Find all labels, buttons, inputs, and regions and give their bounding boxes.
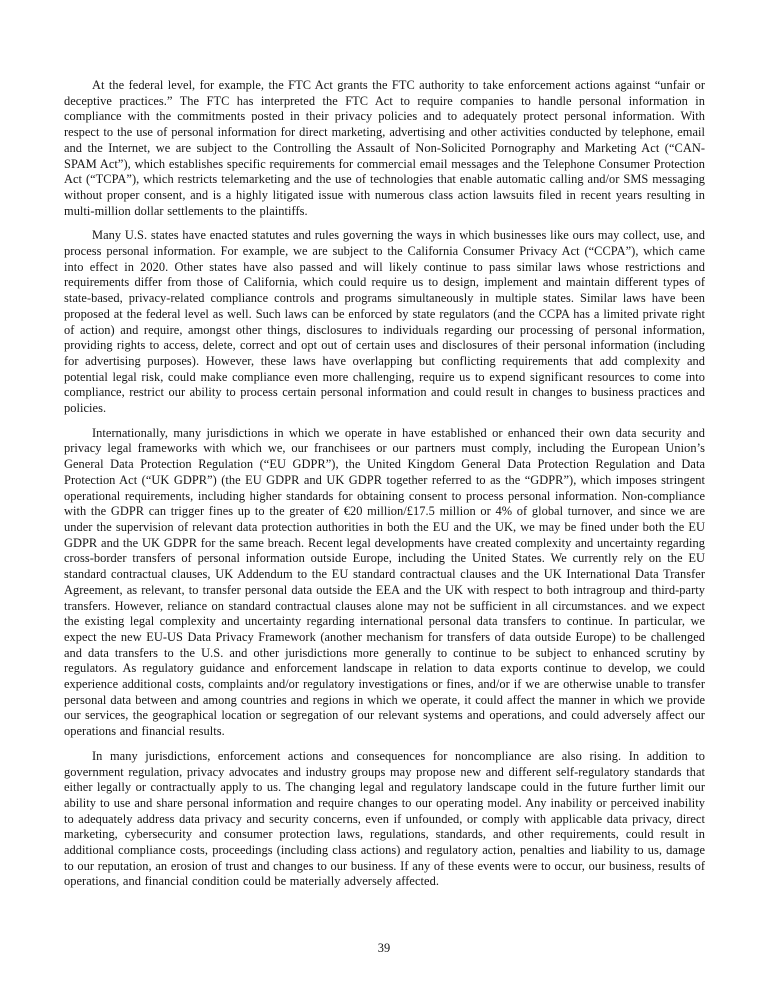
body-paragraph-international-gdpr: Internationally, many jurisdictions in which we operate in have established or enhanced their own data security and privacy legal frameworks with which we, our franchisees or our partners must comply, including the European Union’s General Data Protection Regulation (“EU GDPR”), the United Kingdom General Data Protection Regulation and Data Protection Act (“UK GDPR”) (the EU GDPR and UK GDPR together referred to as the “GDPR”), which imposes stringent operational requirements, including higher standards for obtaining consent to process personal information. Non-compliance with the GDPR can trigger fines up to the greater of €20 million/£17.5 million or 4% of global turnover, and since we are under the supervision of relevant data protection authorities in both the EU and the UK, we may be fined under both the EU GDPR and the UK GDPR for the same breach. Recent legal developments have created complexity and uncertainty regarding cross-border transfers of personal information outside Europe, including the United States. We currently rely on the EU standard contractual clauses, UK Addendum to the EU standard contractual clauses and the UK International Data Transfer Agreement, as relevant, to transfer personal data outside the EEA and the UK with respect to both intragroup and third-party transfers. However, reliance on standard contractual clauses alone may not be sufficient in all circumstances. and we expect the existing legal complexity and uncertainty regarding international personal data transfers to continue. In particular, we expect the new EU-US Data Privacy Framework (another mechanism for transfers of data outside Europe) to be challenged and data transfers to the U.S. and other jurisdictions more generally to continue to be subject to enhanced scrutiny by regulators. As regulatory guidance and enforcement landscape in relation to data exports continue to develop, we could experience additional costs, complaints and/or regulatory investigations or fines, and/or if we are otherwise unable to transfer personal data between and among countries and regions in which we operate, it could affect the manner in which we provide our services, the geographical location or segregation of our relevant systems and operations, and could adversely affect our operations and financial results. (64, 425, 705, 739)
body-paragraph-enforcement: In many jurisdictions, enforcement actions and consequences for noncompliance are also rising. In addition to government regulation, privacy advocates and industry groups may propose new and different self-regulatory standards that either legally or contractually apply to us. The changing legal and regulatory landscape could in the future further limit our ability to use and share personal information and require changes to our operating model. Any inability or perceived inability to adequately address data privacy and security concerns, even if unfounded, or comply with applicable data privacy, direct marketing, cybersecurity and consumer protection laws, regulations, standards, and other requirements, could result in additional compliance costs, proceedings (including class actions) and regulatory action, penalties and liability to us, damage to our reputation, an erosion of trust and changes to our business. If any of these events were to occur, our business, results of operations, and financial condition could be materially adversely affected. (64, 748, 705, 889)
body-paragraph-us-states: Many U.S. states have enacted statutes and rules governing the ways in which businesses like ours may collect, use, and process personal information. For example, we are subject to the California Consumer Privacy Act (“CCPA”), which came into effect in 2020. Other states have also passed and will likely continue to pass similar laws whose restrictions and requirements differ from those of California, which could require us to design, implement and maintain different types of state-based, privacy-related compliance controls and programs simultaneously in multiple states. Similar laws have been proposed at the federal level as well. Such laws can be enforced by state regulators (and the CCPA has a limited private right of action) and require, amongst other things, disclosures to individuals regarding our processing of personal information, providing rights to access, delete, correct and opt out of certain uses and disclosures of their personal information (including for advertising purposes). However, these laws have overlapping but conflicting requirements that add complexity and potential legal risk, could make compliance even more challenging, require us to expend significant resources to come into compliance, restrict our ability to process certain personal information and could result in changes to business practices and policies. (64, 228, 705, 416)
body-paragraph-federal-ftc: At the federal level, for example, the FTC Act grants the FTC authority to take enforcement actions against “unfair or deceptive practices.” The FTC has interpreted the FTC Act to require companies to handle personal information in compliance with the commitments posted in their privacy policies and to adequately protect personal information. With respect to the use of personal information for direct marketing, advertising and other activities conducted by telephone, email and the Internet, we are subject to the Controlling the Assault of Non-Solicited Pornography and Marketing Act (“CAN-SPAM Act”), which establishes specific requirements for commercial email messages and the Telephone Consumer Protection Act (“TCPA”), which restricts telemarketing and the use of technologies that enable automatic calling and/or SMS messaging without proper consent, and is a highly litigated issue with numerous class action lawsuits filed in recent years resulting in multi-million dollar settlements to the plaintiffs. (64, 78, 705, 218)
page-number: 39 (377, 941, 391, 955)
page-body (64, 78, 705, 899)
